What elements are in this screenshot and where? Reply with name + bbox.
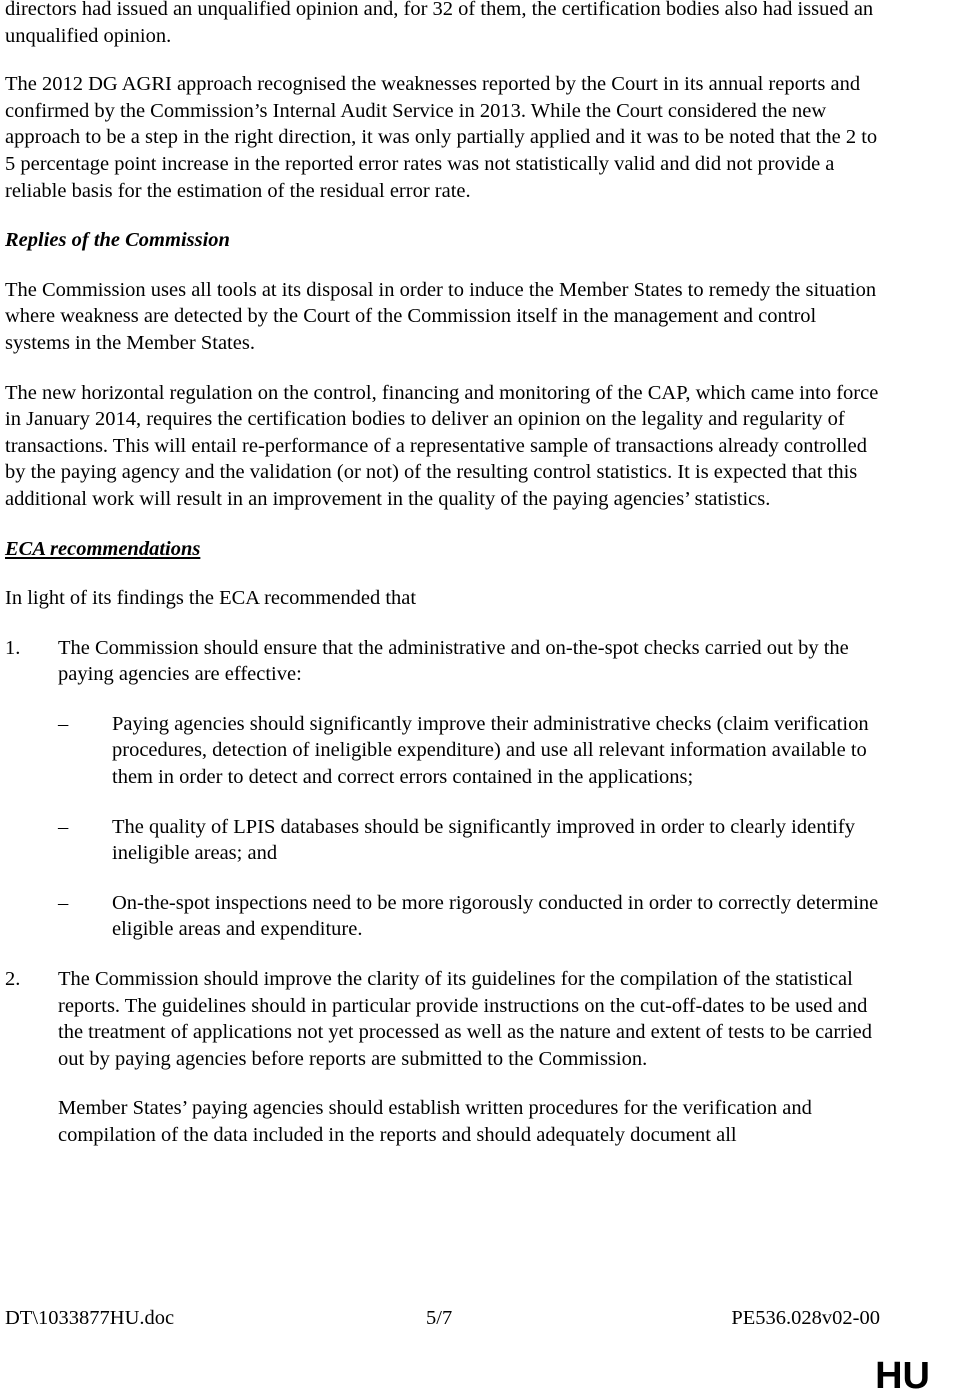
recommendation-2 (5, 966, 885, 1072)
paragraph-commission-tools: The Commission uses all tools at its disposal in order to induce the Member States to remedy the situation where weakness are detected by the Court of the Commission itself in the management and control systems in the Member States. (5, 278, 877, 354)
dash-item-administrative-checks (58, 711, 885, 791)
recommendation-1-number: 1. (5, 636, 21, 659)
paragraph-horizontal-regulation: The new horizontal regulation on the control, financing and monitoring of the CAP, which came into force in January 2014, requires the certification bodies to deliver an opinion on the legality and regularity of transactions. This will entail re-performance of a representative sample of transactions already controlled by the paying agency and the validation (or not) of the resulting control statistics. It is expected that this additional work will result in an improvement in the quality of the paying agencies’ statistics. (5, 381, 879, 510)
dash-marker: – (58, 891, 69, 914)
recommendation-2-number: 2. (5, 968, 21, 991)
paragraph-in-light-of-findings: In light of its findings the ECA recommended that (5, 587, 417, 610)
footer-document-reference: DT\1033877HU.doc (5, 1307, 175, 1329)
dash-item-text: Paying agencies should significantly improve their administrative checks (claim verification procedures, detection of ineligible expenditure) and use all relevant information available to them in order to detect and correct errors contained in the applications; (112, 712, 869, 789)
heading-replies-of-commission: Replies of the Commission (5, 229, 230, 252)
recommendation-1-dash-list (58, 711, 885, 943)
footer-page-number: 5/7 (426, 1307, 453, 1329)
document-page (5, 0, 885, 1149)
dash-item-lpis-quality (58, 814, 885, 867)
recommendation-1 (5, 635, 885, 688)
recommendation-1-text: The Commission should ensure that the administrative and on-the-spot checks carried out by the paying agencies are effective: (58, 636, 849, 686)
dash-marker: – (58, 815, 69, 838)
recommendation-2-text: The Commission should improve the clarity of its guidelines for the compilation of the statistical reports. The guidelines should in particular provide instructions on the cut-off-dates to be used and the treatment of applications not yet processed as well as the nature and extent of tests to be carried out by paying agencies before reports are submitted to the Commission. (58, 968, 873, 1070)
recommendation-2-continuation: Member States’ paying agencies should establish written procedures for the verification and compilation of the data included in the reports and should adequately document all (58, 1097, 812, 1146)
language-code: HU (875, 1355, 930, 1397)
heading-eca-recommendations: ECA recommendations (5, 537, 201, 560)
page-footer (5, 1305, 880, 1332)
dash-item-on-the-spot-inspections (58, 890, 885, 943)
paragraph-2012-approach: The 2012 DG AGRI approach recognised the weaknesses reported by the Court in its annual reports and confirmed by the Commission’s Internal Audit Service in 2013. While the Court considered the new approach to be a step in the right direction, it was only partially applied and it was to be noted that the 2 to 5 percentage point increase in the reported error rates was not statistically valid and did not provide a reliable basis for the estimation of the residual error rate. (5, 73, 878, 202)
dash-item-text: The quality of LPIS databases should be significantly improved in order to clearly identify ineligible areas; and (112, 815, 855, 865)
footer-pe-reference: PE536.028v02-00 (731, 1307, 880, 1329)
dash-item-text: On-the-spot inspections need to be more rigorously conducted in order to correctly determine eligible areas and expenditure. (112, 891, 879, 941)
dash-marker: – (58, 712, 69, 735)
paragraph-intro-continuation: directors had issued an unqualified opinion and, for 32 of them, the certification bodies also had issued an unqualified opinion. (5, 0, 874, 47)
